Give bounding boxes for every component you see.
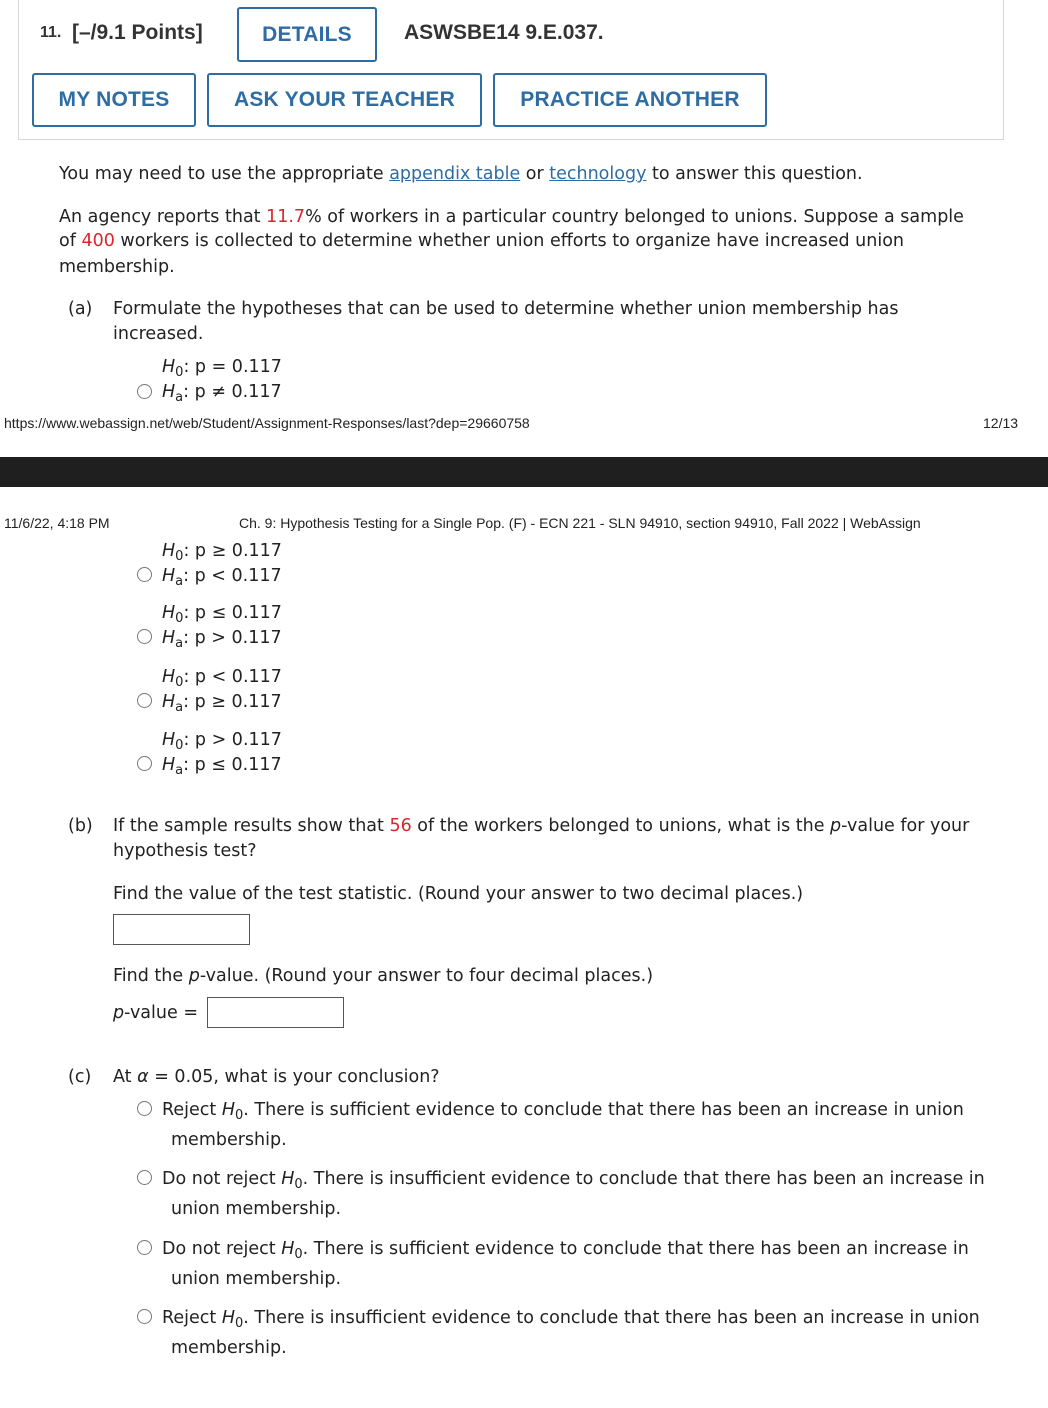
conclusion-option-3-radio[interactable] (137, 1240, 152, 1255)
union-count-value: 56 (389, 816, 412, 836)
conclusion-option-1-radio[interactable] (137, 1101, 152, 1116)
part-c-label: (c) (68, 1067, 92, 1087)
part-a-question-2: increased. (113, 324, 204, 344)
question-number: 11. (40, 24, 62, 41)
pvalue-prompt: Find the p-value. (Round your answer to four decimal places.) (113, 966, 654, 986)
conclusion-option-4-text-2: membership. (171, 1338, 287, 1358)
conclusion-option-1-text-2: membership. (171, 1130, 287, 1150)
appendix-table-link[interactable]: appendix table (389, 164, 521, 184)
pvalue-input[interactable] (207, 997, 344, 1028)
my-notes-button[interactable]: MY NOTES (32, 73, 196, 127)
print-page-title: Ch. 9: Hypothesis Testing for a Single Pop. (F) - ECN 221 - SLN 94910, section 94910, Fall 2022 | WebAssign (239, 515, 921, 531)
hyp-option-2-ha: $H_a$: p < 0.117 (162, 566, 282, 589)
page-break-bar (0, 457, 1048, 487)
hyp-option-1-radio[interactable] (137, 384, 152, 399)
conclusion-option-2-radio[interactable] (137, 1170, 152, 1185)
hyp-option-4-radio[interactable] (137, 693, 152, 708)
conclusion-option-4-text: Reject $H_0$. There is insufficient evidence to conclude that there has been an increase in union (162, 1308, 980, 1331)
conclusion-option-3-text: Do not reject $H_0$. There is sufficient evidence to conclude that there has been an increase in (162, 1239, 969, 1262)
question-points: [–/9.1 Points] (72, 21, 203, 44)
hyp-option-5-h0: $H_0$: p > 0.117 (162, 730, 282, 753)
technology-link[interactable]: technology (549, 164, 647, 184)
sample-size-value: 400 (81, 231, 115, 251)
percent-value: 11.7 (266, 207, 306, 227)
hyp-option-2-radio[interactable] (137, 567, 152, 582)
part-a-question-1: Formulate the hypotheses that can be used to determine whether union membership has (113, 299, 899, 319)
test-stat-input[interactable] (113, 914, 250, 945)
hyp-option-3-radio[interactable] (137, 629, 152, 644)
hyp-option-4-h0: $H_0$: p < 0.117 (162, 667, 282, 690)
problem-line-2: of 400 workers is collected to determine whether union efforts to organize have increased union (59, 231, 905, 251)
problem-line-1: An agency reports that 11.7% of workers in a particular country belonged to unions. Suppose a sample (59, 207, 964, 227)
practice-another-button[interactable]: PRACTICE ANOTHER (493, 73, 767, 127)
hyp-option-4-ha: $H_a$: p ≥ 0.117 (162, 692, 282, 715)
print-page-number: 12/13 (983, 415, 1019, 431)
conclusion-option-2-text-2: union membership. (171, 1199, 342, 1219)
conclusion-option-4-radio[interactable] (137, 1309, 152, 1324)
hyp-option-5-ha: $H_a$: p ≤ 0.117 (162, 755, 282, 778)
part-b-question-1: If the sample results show that 56 of the workers belonged to unions, what is the p-value for your (113, 816, 970, 836)
hyp-option-3-ha: $H_a$: p > 0.117 (162, 628, 282, 651)
print-datetime: 11/6/22, 4:18 PM (4, 515, 110, 531)
hyp-option-1-h0: $H_0$: p = 0.117 (162, 357, 282, 380)
hyp-option-1-ha: $H_a$: p ≠ 0.117 (162, 382, 282, 405)
part-a-label: (a) (68, 299, 93, 319)
part-b-label: (b) (68, 816, 93, 836)
hyp-option-2-h0: $H_0$: p ≥ 0.117 (162, 541, 282, 564)
pvalue-label: p-value = (113, 1003, 198, 1023)
part-c-question: At α = 0.05, what is your conclusion? (113, 1067, 440, 1087)
conclusion-option-1-text: Reject $H_0$. There is sufficient evidence to conclude that there has been an increase in union (162, 1100, 964, 1123)
ask-teacher-button[interactable]: ASK YOUR TEACHER (207, 73, 482, 127)
conclusion-option-2-text: Do not reject $H_0$. There is insufficient evidence to conclude that there has been an increase in (162, 1169, 985, 1192)
part-b-question-2: hypothesis test? (113, 841, 257, 861)
problem-line-3: membership. (59, 257, 175, 277)
print-url: https://www.webassign.net/web/Student/Assignment-Responses/last?dep=29660758 (4, 415, 530, 431)
problem-id: ASWSBE14 9.E.037. (404, 21, 604, 44)
hyp-option-5-radio[interactable] (137, 756, 152, 771)
intro-text: You may need to use the appropriate appendix table or technology to answer this question. (59, 164, 863, 184)
details-button[interactable]: DETAILS (237, 7, 377, 62)
hyp-option-3-h0: $H_0$: p ≤ 0.117 (162, 603, 282, 626)
conclusion-option-3-text-2: union membership. (171, 1269, 342, 1289)
test-stat-prompt: Find the value of the test statistic. (Round your answer to two decimal places.) (113, 884, 804, 904)
